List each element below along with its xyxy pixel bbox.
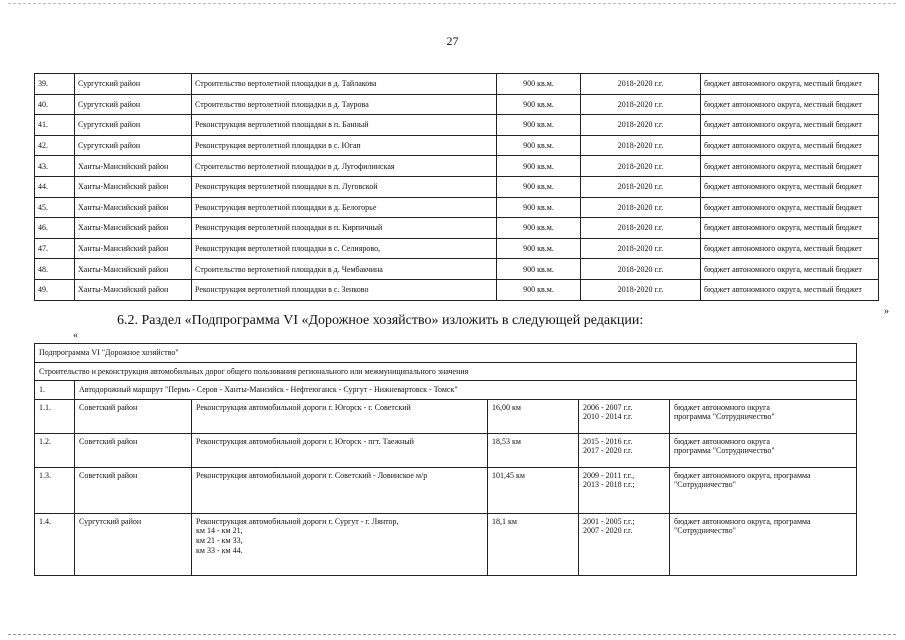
row-number: 1.2. — [35, 433, 75, 467]
funding-cell: бюджет автономного округа, местный бюджет — [701, 115, 879, 136]
size-cell: 900 кв.м. — [497, 135, 581, 156]
funding-cell: бюджет автономного округа, местный бюджет — [701, 94, 879, 115]
table-row — [35, 135, 879, 156]
funding-cell-line: "Сотрудничество" — [674, 526, 736, 536]
size-cell: 900 кв.м. — [497, 197, 581, 218]
years-cell: 2018-2020 г.г. — [581, 218, 701, 239]
funding-cell-line: бюджет автономного округа, программа — [674, 470, 811, 480]
route-name: Автодорожный маршрут "Пермь - Серов - Ханты-Мансийск - Нефтеюганск - Сургут - Нижневартовск - Томск" — [75, 381, 857, 400]
district-cell: Сургутский район — [75, 94, 192, 115]
table-row — [35, 433, 857, 467]
subprogram-row — [35, 344, 857, 363]
years-cell: 2018-2020 г.г. — [581, 238, 701, 259]
table-row — [35, 197, 879, 218]
length-cell: 18,53 км — [488, 433, 579, 467]
scan-edge-bottom — [8, 634, 896, 635]
project-cell-line: км 14 - км 21, — [196, 526, 243, 536]
funding-cell: бюджет автономного округа, местный бюджет — [701, 238, 879, 259]
row-number: 1.4. — [35, 513, 75, 575]
row-number: 39. — [35, 74, 75, 95]
project-cell: Реконструкция вертолетной площадки в д. Белогорье — [192, 197, 497, 218]
project-cell: Строительство вертолетной площадки в д. Таурова — [192, 94, 497, 115]
project-cell-line: км 21 - км 33, — [196, 535, 243, 545]
table-row — [35, 115, 879, 136]
table-row — [35, 399, 857, 433]
project-cell — [192, 467, 488, 513]
years-cell: 2018-2020 г.г. — [581, 135, 701, 156]
subprogram-subtitle: Строительство и реконструкция автомобильных дорог общего пользования регионального или межмуниципального значения — [35, 362, 857, 381]
funding-cell-line: бюджет автономного округа — [674, 436, 770, 446]
row-number: 1.1. — [35, 399, 75, 433]
size-cell: 900 кв.м. — [497, 259, 581, 280]
years-cell: 2018-2020 г.г. — [581, 74, 701, 95]
project-cell: Строительство вертолетной площадки в д. Тайлакова — [192, 74, 497, 95]
years-cell-line: 2010 - 2014 г.г. — [583, 412, 633, 422]
table-row — [35, 94, 879, 115]
row-number: 42. — [35, 135, 75, 156]
project-cell-line: Реконструкция автомобильной дороги г. Сургут - г. Лянтор, — [196, 516, 399, 526]
years-cell — [579, 399, 670, 433]
years-cell: 2018-2020 г.г. — [581, 176, 701, 197]
funding-cell: бюджет автономного округа, местный бюджет — [701, 259, 879, 280]
years-cell-line: 2007 - 2020 г.г. — [583, 526, 633, 536]
size-cell: 900 кв.м. — [497, 74, 581, 95]
project-cell-line: Реконструкция автомобильной дороги г. Советский - Ловинское м/р — [196, 470, 428, 480]
district-cell: Советский район — [75, 399, 192, 433]
project-cell: Реконструкция вертолетной площадки в п. Банный — [192, 115, 497, 136]
district-cell: Сургутский район — [75, 513, 192, 575]
table-row — [35, 279, 879, 300]
funding-cell: бюджет автономного округа, местный бюджет — [701, 176, 879, 197]
funding-cell: бюджет автономного округа, местный бюджет — [701, 197, 879, 218]
project-cell: Строительство вертолетной площадки в д. Чембакчина — [192, 259, 497, 280]
funding-cell-line: программа "Сотрудничество" — [674, 446, 775, 456]
row-number: 49. — [35, 279, 75, 300]
project-cell-line: Реконструкция автомобильной дороги г. Югорск - пгт. Таежный — [196, 436, 414, 446]
project-cell: Реконструкция вертолетной площадки в с. Зенково — [192, 279, 497, 300]
funding-cell — [670, 467, 857, 513]
table-row — [35, 74, 879, 95]
subprogram-title: Подпрограмма VI "Дорожное хозяйство" — [35, 344, 857, 363]
funding-cell: бюджет автономного округа, местный бюджет — [701, 279, 879, 300]
scan-edge-top — [8, 3, 896, 4]
years-cell: 2018-2020 г.г. — [581, 279, 701, 300]
district-cell: Ханты-Мансийский район — [75, 176, 192, 197]
years-cell-line: 2009 - 2011 г.г., — [583, 470, 635, 480]
size-cell: 900 кв.м. — [497, 115, 581, 136]
years-cell-line: 2001 - 2005 г.г.; — [583, 516, 635, 526]
size-cell: 900 кв.м. — [497, 218, 581, 239]
years-cell-line: 2015 - 2016 г.г. — [583, 436, 633, 446]
years-cell — [579, 513, 670, 575]
row-number: 45. — [35, 197, 75, 218]
size-cell: 900 кв.м. — [497, 94, 581, 115]
years-cell — [579, 433, 670, 467]
funding-cell-line: "Сотрудничество" — [674, 480, 736, 490]
district-cell: Ханты-Мансийский район — [75, 279, 192, 300]
district-cell: Ханты-Мансийский район — [75, 197, 192, 218]
funding-cell — [670, 513, 857, 575]
closing-quote: » — [884, 306, 889, 317]
opening-quote: « — [73, 330, 78, 341]
funding-cell-line: бюджет автономного округа, программа — [674, 516, 811, 526]
years-cell: 2018-2020 г.г. — [581, 259, 701, 280]
funding-cell: бюджет автономного округа, местный бюджет — [701, 218, 879, 239]
route-row — [35, 381, 857, 400]
project-cell: Реконструкция вертолетной площадки в с. Югап — [192, 135, 497, 156]
table-row — [35, 238, 879, 259]
project-cell — [192, 433, 488, 467]
district-cell: Сургутский район — [75, 115, 192, 136]
district-cell: Ханты-Мансийский район — [75, 156, 192, 177]
table-row — [35, 156, 879, 177]
funding-cell: бюджет автономного округа, местный бюджет — [701, 135, 879, 156]
table-row — [35, 513, 857, 575]
table-row — [35, 218, 879, 239]
table-row — [35, 259, 879, 280]
years-cell — [579, 467, 670, 513]
length-cell: 18,1 км — [488, 513, 579, 575]
years-cell: 2018-2020 г.г. — [581, 156, 701, 177]
project-cell: Реконструкция вертолетной площадки в п. Луговской — [192, 176, 497, 197]
funding-cell: бюджет автономного округа, местный бюджет — [701, 74, 879, 95]
row-number: 48. — [35, 259, 75, 280]
row-number: 40. — [35, 94, 75, 115]
district-cell: Сургутский район — [75, 135, 192, 156]
district-cell: Советский район — [75, 433, 192, 467]
district-cell: Ханты-Мансийский район — [75, 259, 192, 280]
funding-cell: бюджет автономного округа, местный бюджет — [701, 156, 879, 177]
page-number: 27 — [446, 34, 459, 48]
district-cell: Ханты-Мансийский район — [75, 218, 192, 239]
table-row — [35, 176, 879, 197]
row-number: 47. — [35, 238, 75, 259]
row-number: 43. — [35, 156, 75, 177]
funding-cell — [670, 399, 857, 433]
row-number: 1.3. — [35, 467, 75, 513]
size-cell: 900 кв.м. — [497, 279, 581, 300]
district-cell: Советский район — [75, 467, 192, 513]
size-cell: 900 кв.м. — [497, 176, 581, 197]
row-number: 46. — [35, 218, 75, 239]
project-cell: Строительство вертолетной площадки в д. Лугофилинская — [192, 156, 497, 177]
project-cell — [192, 399, 488, 433]
project-cell-line: Реконструкция автомобильной дороги г. Югорск - г. Советский — [196, 402, 411, 412]
subtitle-row — [35, 362, 857, 381]
length-cell: 16,00 км — [488, 399, 579, 433]
years-cell-line: 2013 - 2018 г.г.; — [583, 480, 635, 490]
size-cell: 900 кв.м. — [497, 156, 581, 177]
project-cell: Реконструкция вертолетной площадки в п. Кирпичный — [192, 218, 497, 239]
project-cell — [192, 513, 488, 575]
district-cell: Сургутский район — [75, 74, 192, 95]
district-cell: Ханты-Мансийский район — [75, 238, 192, 259]
route-number: 1. — [35, 381, 75, 400]
road-program-table — [34, 343, 857, 576]
section-heading: 6.2. Раздел «Подпрограмма VI «Дорожное хозяйство» изложить в следующей редакции: — [117, 313, 644, 328]
funding-cell-line: программа "Сотрудничество" — [674, 412, 775, 422]
years-cell: 2018-2020 г.г. — [581, 197, 701, 218]
project-cell: Реконструкция вертолетной площадки в с. Селиярово, — [192, 238, 497, 259]
years-cell: 2018-2020 г.г. — [581, 94, 701, 115]
years-cell: 2018-2020 г.г. — [581, 115, 701, 136]
project-cell-line: км 33 - км 44. — [196, 545, 243, 555]
table-row — [35, 467, 857, 513]
length-cell: 101,45 км — [488, 467, 579, 513]
row-number: 41. — [35, 115, 75, 136]
size-cell: 900 кв.м. — [497, 238, 581, 259]
funding-cell — [670, 433, 857, 467]
years-cell-line: 2017 - 2020 г.г. — [583, 446, 633, 456]
funding-cell-line: бюджет автономного округа — [674, 402, 770, 412]
years-cell-line: 2006 - 2007 г.г. — [583, 402, 633, 412]
helipad-table — [34, 73, 879, 301]
row-number: 44. — [35, 176, 75, 197]
